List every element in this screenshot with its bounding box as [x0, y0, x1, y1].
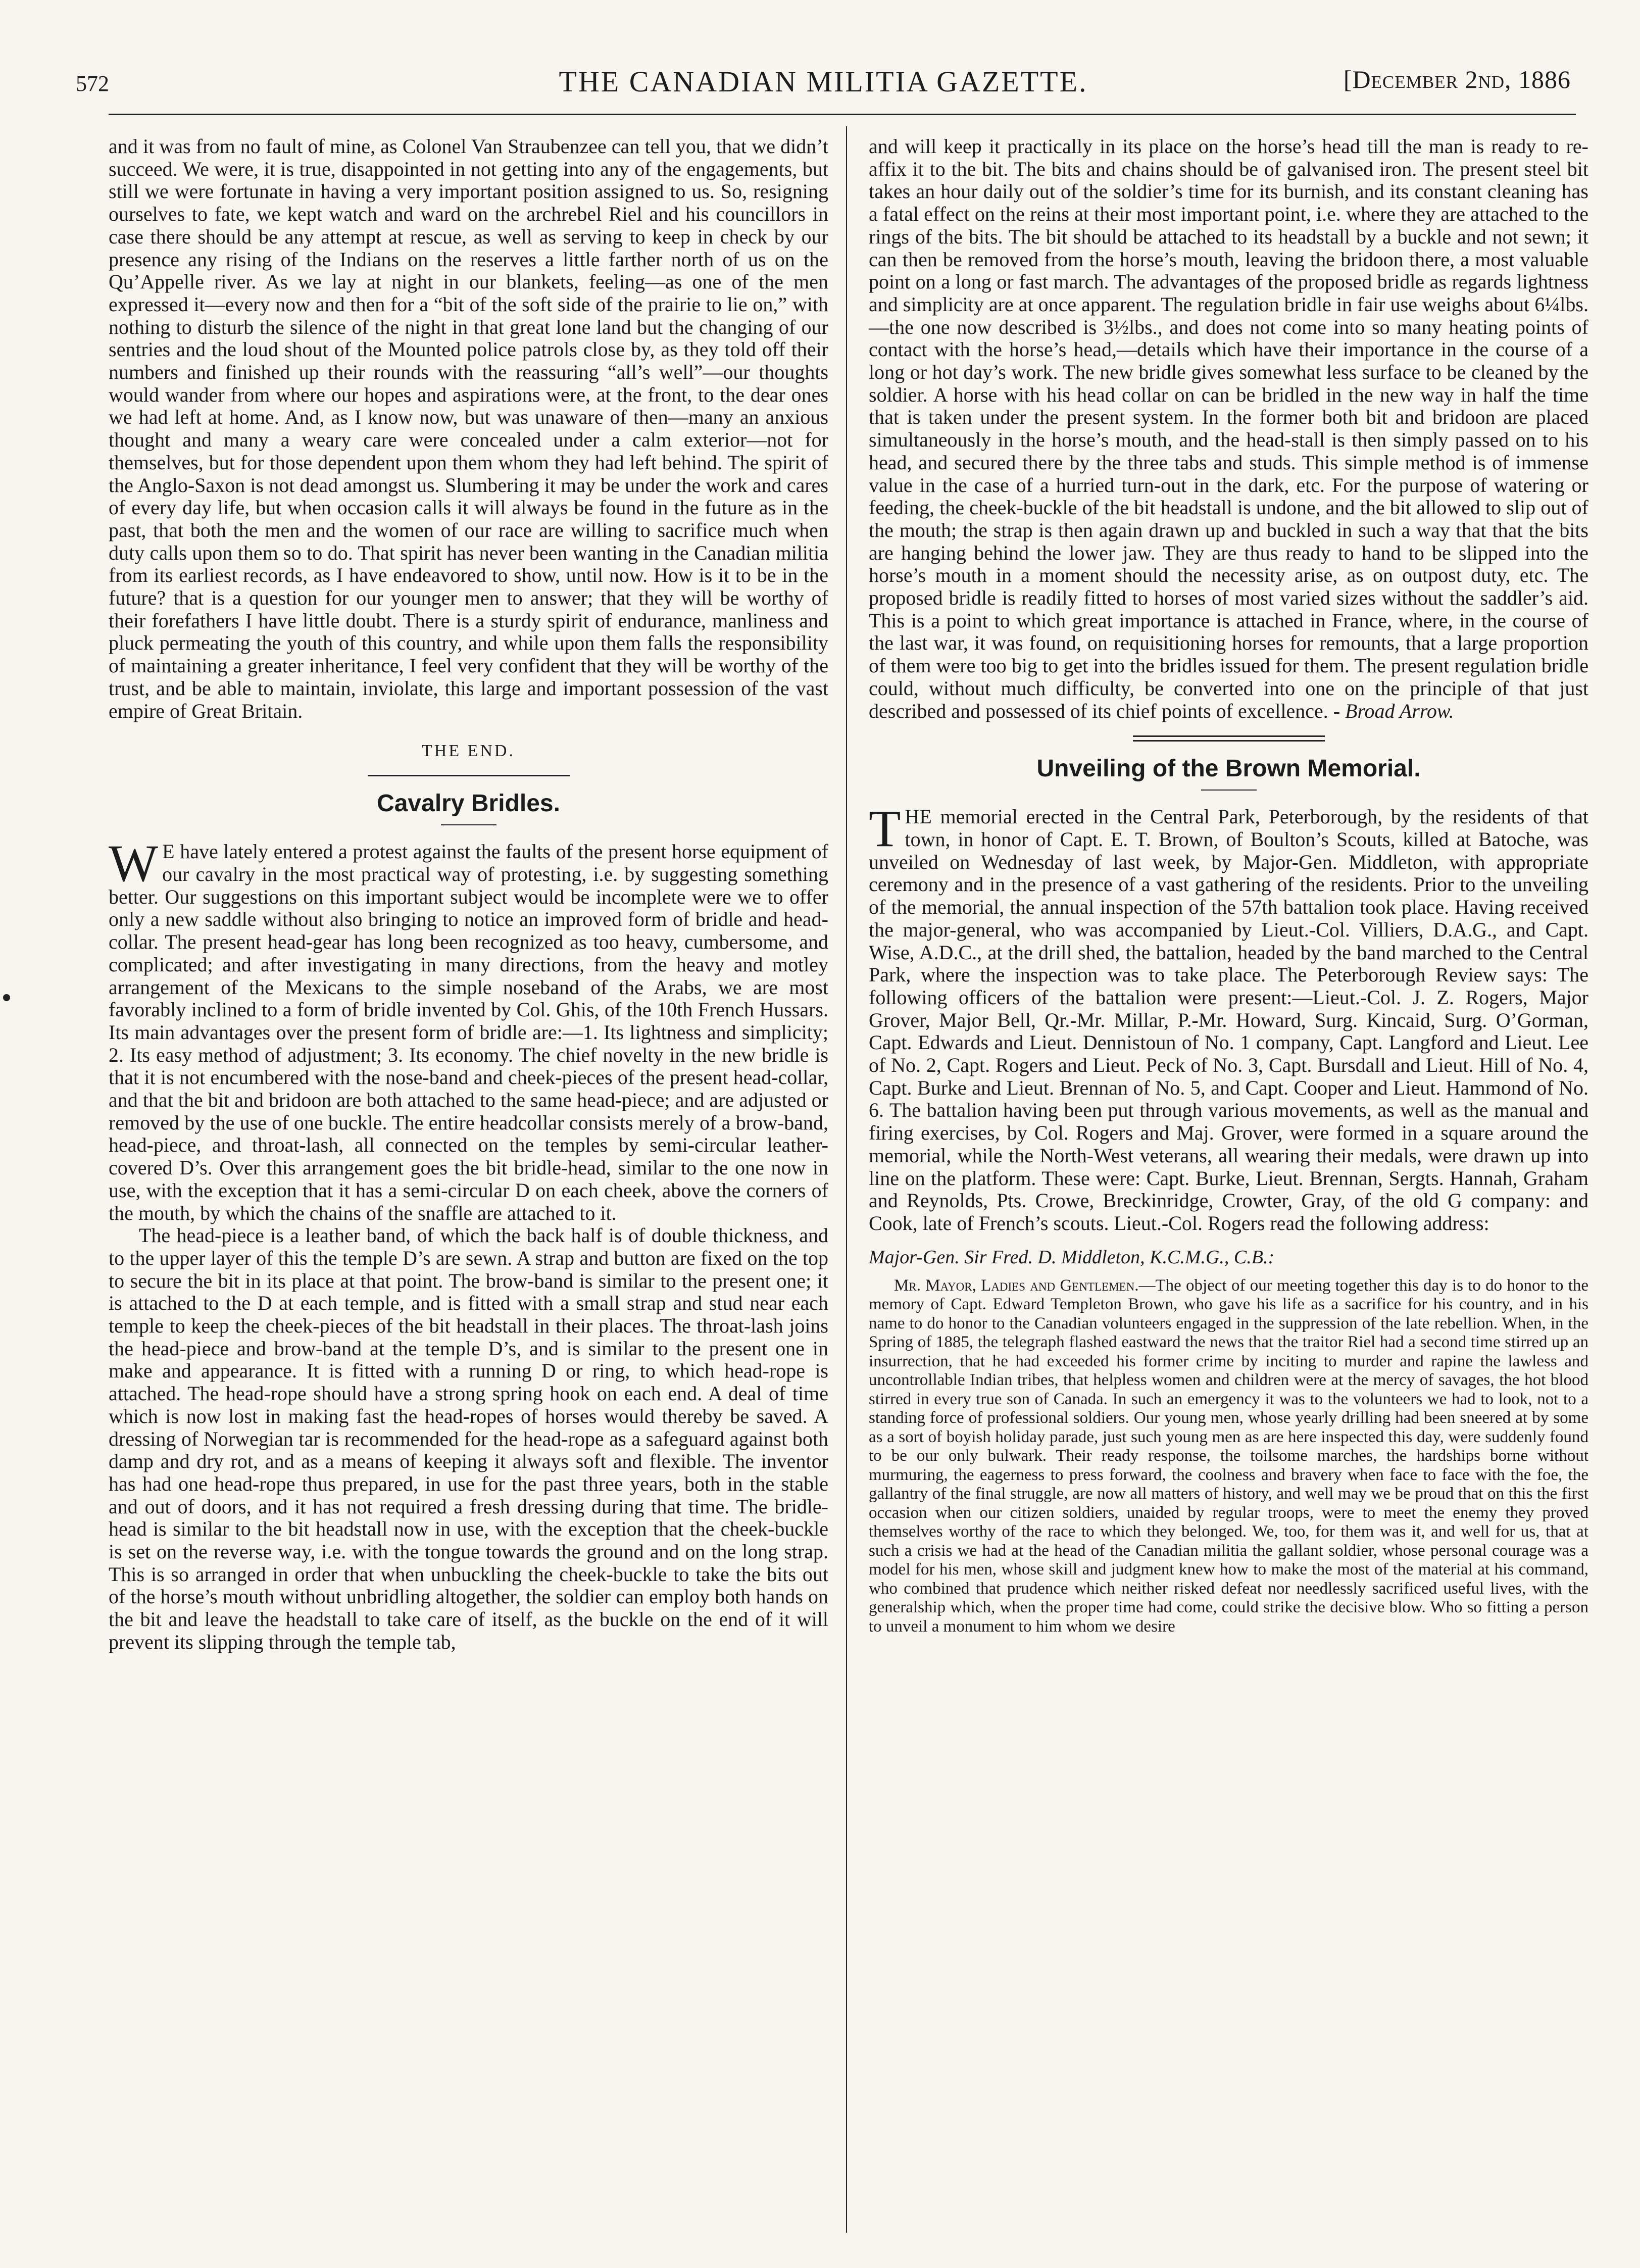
- heading-rule: [1201, 790, 1257, 791]
- brown-memorial-paragraph-1: [869, 800, 1588, 1235]
- serial-conclusion-text: and it was from no fault of mine, as Colonel Van Straubenzee can tell you, that we didn’t succeed. We were, it is true, disappointed in not getting into any of the engagements, but still we were fortunate in having a very important position assigned to us. So, resigning ourselves to fate, we kept watch and ward on the archrebel Riel and his councillors in case there should be any attempt at rescue, as well as serving to keep in check by our presence any rising of the Indians on the reserves a little farther north of us on the Qu’Appelle river. As we lay at night in our blankets, feeling—as one of the men expressed it—every now and then for a “bit of the soft side of the prairie to lie on,” with nothing to disturb the silence of the night in that great lone land but the changing of our sentries and the loud shout of the Mounted police patrols close by, as they told off their numbers and finished up their rounds with the reassuring “all’s well”—our thoughts would wander from where our hopes and aspirations were, at the front, to the dear ones we had left at home. And, as I know now, but was unaware of then—many an anxious thought and many a weary care were concealed under a calm exterior—not for themselves, but for those dependent upon them whom they had left behind. The spirit of the Anglo-Saxon is not dead amongst us. Slumbering it may be under the work and cares of every day life, but when occasion calls it will always be found in the future as in the past, that both the men and the women of our race are willing to sacrifice much when duty calls upon them so to do. That spirit has never been wanting in the Canadian militia from its earliest records, as I have endeavored to show, until now. How is it to be in the future? that is a question for our younger men to answer; that they will be worthy of their forefathers I have little doubt. There is a sturdy spirit of endurance, manliness and pluck permeating the youth of this country, and while upon them falls the responsibility of maintaining a greater inheritance, I feel very confident that they will be worthy of the trust, and be able to maintain, inviolate, this large and important possession of the vast empire of Great Britain.: [109, 135, 828, 722]
- address-body: —The object of our meeting together this day is to do honor to the memory of Capt. Edward Templeton Brown, who gave his life as a sacrifice for his country, and in his name to do honor to the Canadian volunteers engaged in the suppression of the late rebellion. When, in the Spring of 1885, the telegraph flashed eastward the news that the traitor Riel had a second time stirred up an insurrection, that he had exceeded his former crime by inciting to murder and rapine the lawless and uncontrollable Indian tribes, that helpless women and children were at the mercy of savages, the hot blood stirred in every true son of Canada. In such an emergency it was to the volunteers we had to look, not to a standing force of professional soldiers. Our young men, whose yearly drilling had been sneered at by some as a sort of boyish holiday parade, just such young men as are here inspected this day, were suddenly found to be our only bulwark. Their ready response, the toilsome marches, the hardships borne without murmuring, the eagerness to press forward, the coolness and bravery when face to face with the foe, the gallantry of the final struggle, are now all matters of history, and well may we be proud that on this the first occasion when our citizen soldiers, unaided by regular troops, were to meet the enemy they proved themselves worthy of the race to which they belonged. We, too, for them was it, and well for us, that at such a crisis we had at the head of the Canadian militia the gallant soldier, whose personal courage was a model for his men, whose skill and judgment knew how to make the most of the material at his command, who combined that prudence which neither risked defeat nor needlessly sacrificed useful lives, with the generalship which, when the proper time had come, could strike the decisive blow. Who so fitting a person to unveil a monument to him whom we desire: [869, 1276, 1589, 1636]
- issue-date: [December 2nd, 1886: [1343, 65, 1571, 93]
- article-source: Broad Arrow.: [1345, 699, 1454, 722]
- end-label: THE END.: [422, 742, 515, 761]
- page-header: [76, 60, 1571, 105]
- column-divider: [846, 126, 847, 2233]
- left-column: [109, 135, 828, 1654]
- right-column: [869, 135, 1588, 1636]
- address-opening: Mr. Mayor, Ladies and Gentlemen.: [894, 1276, 1139, 1295]
- drop-cap: W: [109, 834, 159, 893]
- header-rule: [109, 114, 1576, 115]
- section-double-rule: [1133, 735, 1325, 742]
- address-salutation: Major-Gen. Sir Fred. D. Middleton, K.C.M.G., C.B.:: [869, 1246, 1275, 1268]
- cavalry-bridles-text-1: E have lately entered a protest against the faults of the present horse equipment of our cavalry in the most practical way of protesting, i.e. by suggesting something better. Our suggestions on this important subject would be incomplete were we to offer only a new saddle without also bringing to notice an improved form of bridle and head-collar. The present head-gear has long been recognized as too heavy, cumbersome, and complicated; and after investigating in many directions, from the heavy and motley arrangement of the Mexicans to the simple noseband of the Arabs, we are most favorably inclined to a form of bridle invented by Col. Ghis, of the 10th French Hussars. Its main advantages over the present form of bridle are:—1. Its lightness and simplicity; 2. Its easy method of adjustment; 3. Its economy. The chief novelty in the new bridle is that it is not encumbered with the nose-band and cheek-pieces of the present head-collar, and that the bit and bridoon are both attached to the same head-piece; and are adjusted or removed by the use of one buckle. The entire headcollar consists merely of a brow-band, head-piece, and throat-lash, all connected on the temples by semi-circular leather-covered D’s. Over this arrangement goes the bit bridle-head, similar to the one now in use, with the exception that it has a semi-circular D on each cheek, above the corners of the mouth, by which the chains of the snaffle are attached to it.: [109, 840, 828, 1224]
- page-number: 572: [76, 71, 109, 96]
- section-rule: [368, 775, 570, 776]
- address-text: [869, 1276, 1588, 1637]
- continued-body: and will keep it practically in its place on the horse’s head till the man is ready to re-affix it to the bit. The bits and chains should be of galvanised iron. The present steel bit takes an hour daily out of the soldier’s time for its burnish, and its constant cleaning has a fatal effect on the reins at their most important point, i.e. where they are attached to the rings of the bits. The bit should be attached to its headstall by a buckle and not sewn; it can then be removed from the horse’s mouth, leaving the bridoon there, a most valuable point on a long or fast march. The advantages of the proposed bridle as regards lightness and simplicity are at once apparent. The regulation bridle in fair use weighs about 6¼lbs. —the one now described is 3½lbs., and does not come into so many heating points of contact with the horse’s head,—details which have their importance in the course of a long or hot day’s work. The new bridle gives somewhat less surface to be cleaned by the soldier. A horse with his head collar on can be bridled in the new way in half the time that is taken under the present system. In the former both bit and bridoon are placed simultaneously in the horse’s mouth, and the head-stall is then simply passed on to his head, and secured there by the three tabs and studs. This simple method is of immense value in the case of a hurried turn-out in the dark, etc. For the purpose of watering or feeding, the cheek-buckle of the bit headstall is undone, and the bit allowed to slip out of the mouth; the strap is then again drawn up and buckled in such a way that that the bits are hanging behind the lower jaw. They are thus ready to hand to be slipped into the horse’s mouth in a moment should the necessity arise, as on outpost duty, etc. The proposed bridle is readily fitted to horses of most varied sizes without the saddler’s aid. This is a point to which great importance is attached in France, where, in the course of the last war, it was found, on requisitioning horses for remounts, that a large proportion of them were too big to get into the bridles issued for them. The present regulation bridle could, without much difficulty, be converted into one on the principle of that just described and possessed of its chief points of excellence. -: [869, 135, 1588, 722]
- brown-memorial-text-1: HE memorial erected in the Central Park, Peterborough, by the residents of that town, in honor of Capt. E. T. Brown, of Boulton’s Scouts, killed at Batoche, was unveiled on Wednesday of last week, by Major-Gen. Middleton, with appropriate ceremony and in the presence of a vast gathering of the residents. Prior to the unveiling of the memorial, the annual inspection of the 57th battalion took place. Having received the major-general, who was accompanied by Lieut.-Col. Villiers, D.A.G., and Capt. Wise, A.D.C., at the drill shed, the battalion, headed by the band marched to the Central Park, where the inspection was to take place. The Peterborough Review says: The following officers of the battalion were present:—Lieut.-Col. J. Z. Rogers, Major Grover, Major Bell, Qr.-Mr. Millar, P.-Mr. Howard, Surg. Kincaid, Surg. O’Gorman, Capt. Edwards and Lieut. Dennistoun of No. 1 company, Capt. Langford and Lieut. Lee of No. 2, Capt. Rogers and Lieut. Peck of No. 3, Capt. Bursdall and Lieut. Hill of No. 4, Capt. Burke and Lieut. Brennan of No. 5, and Capt. Cooper and Lieut. Hammond of No. 6. The battalion having been put through various movements, as well as the manual and firing exercises, by Col. Rogers and Maj. Grover, were formed in a square around the memorial, while the North-West veterans, all wearing their medals, were drawn up into line on the platform. These were: Capt. Burke, Lieut. Brennan, Sergts. Hannah, Graham and Reynolds, Pts. Crowe, Breckinridge, Crowter, Gray, of the old G company: and Cook, late of French’s scouts. Lieut.-Col. Rogers read the following address:: [869, 805, 1588, 1235]
- cavalry-bridles-paragraph-1: [109, 834, 828, 1224]
- masthead-title: THE CANADIAN MILITIA GAZETTE.: [559, 65, 1088, 98]
- article-heading-brown-memorial: Unveiling of the Brown Memorial.: [1036, 755, 1421, 782]
- heading-rule: [441, 824, 496, 825]
- article-heading-cavalry-bridles: Cavalry Bridles.: [377, 790, 560, 817]
- cavalry-bridles-paragraph-2: The head-piece is a leather band, of which the back half is of double thickness, and to the upper layer of this the temple D’s are sewn. A strap and button are fixed on the top to secure the bit in its place at that point. The brow-band is similar to the present one; it is attached to the D at each temple, and is fitted with a small strap and stud near each temple to keep the cheek-pieces of the bit headstall in their places. The throat-lash joins the head-piece and brow-band at the temple D’s, and is similar to the present one in make and appearance. It is fitted with a running D or ring, to which head-rope is attached. The head-rope should have a strong spring hook on each end. A deal of time which is now lost in making fast the head-ropes of horses would thereby be saved. A dressing of Norwegian tar is recommended for the head-rope as a safeguard against both damp and dry rot, and as a means of keeping it always soft and flexible. The inventor has had one head-rope thus prepared, in use for the past three years, both in the stable and out of doors, and it has not required a fresh dressing during that time. The bridle-head is similar to the bit headstall now in use, with the exception that the cheek-buckle is set on the reverse way, i.e. with the tongue towards the ground and on the long strap. This is so arranged in order that when unbuckling the cheek-buckle to take the bits out of the horse’s mouth without unbridling altogether, the soldier can employ both hands on the bit and leave the headstall to take care of itself, as the buckle on the end of it will prevent its slipping through the temple tab,: [109, 1224, 828, 1653]
- margin-mark: [3, 994, 10, 1001]
- cavalry-bridles-continued-text: [869, 135, 1588, 722]
- drop-cap: T: [869, 800, 901, 858]
